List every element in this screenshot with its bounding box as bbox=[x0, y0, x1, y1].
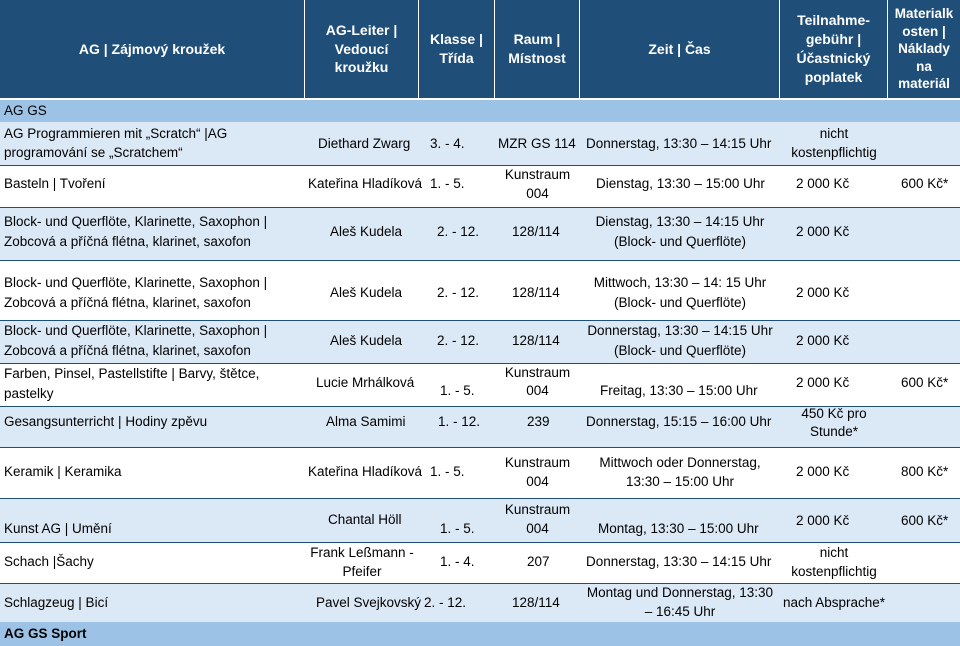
leiter: Aleš Kudela bbox=[330, 285, 403, 300]
zeit: Montag, 13:30 – 15:00 Uhr bbox=[598, 521, 759, 536]
table-row bbox=[0, 407, 960, 447]
raum: 128/114 bbox=[512, 285, 560, 300]
zeit: Freitag, 13:30 – 15:00 Uhr bbox=[600, 383, 758, 398]
material-cost: 800 Kč* bbox=[901, 464, 949, 479]
fee: kostenpflichtig bbox=[791, 564, 877, 579]
header-teil-label-1: Teilnahme- bbox=[797, 12, 870, 29]
fee: kostenpflichtig bbox=[791, 145, 877, 160]
raum: Kunstraum bbox=[504, 455, 571, 470]
table-row bbox=[0, 584, 960, 622]
klasse: 1. - 12. bbox=[438, 414, 481, 429]
zeit: (Block- und Querflöte) bbox=[613, 295, 747, 310]
fee: nicht bbox=[819, 545, 849, 560]
header-mat-label-1: Materialk bbox=[894, 6, 954, 22]
fee: 2 000 Kč bbox=[796, 375, 850, 390]
header-zeit-label: Zeit | Čas bbox=[648, 40, 711, 57]
header-klasse bbox=[419, 0, 495, 98]
fee: 2 000 Kč bbox=[796, 224, 850, 239]
leiter: Alma Samimi bbox=[326, 414, 406, 429]
table-row bbox=[0, 448, 960, 498]
header-leiter-label-2: Vedoucí kroužku bbox=[334, 40, 389, 76]
table-row bbox=[0, 166, 960, 207]
ag-name: Kunst AG | Umění bbox=[4, 521, 112, 536]
header-ag-label: AG | Zájmový kroužek bbox=[78, 40, 226, 57]
zeit: Donnerstag, 13:30 – 14:15 Uhr bbox=[586, 136, 772, 151]
header-teil-label-3: Účastnický bbox=[796, 50, 871, 66]
header-teil-label-4: poplatek bbox=[804, 68, 863, 85]
ag-name: Schach |Šachy bbox=[4, 554, 94, 569]
header-raum bbox=[495, 0, 580, 98]
zeit: Mittwoch, 13:30 – 14: 15 Uhr bbox=[593, 275, 767, 290]
header-raum-label-2: Místnost bbox=[508, 50, 566, 66]
klasse: 2. - 12. bbox=[437, 333, 480, 348]
fee: 2 000 Kč bbox=[796, 513, 850, 528]
header-mat-label-3: Náklady bbox=[898, 41, 950, 57]
raum: Kunstraum bbox=[504, 167, 571, 182]
table-row bbox=[0, 208, 960, 260]
ag-name: Block- und Querflöte, Klarinette, Saxophon | bbox=[4, 323, 268, 338]
raum: 128/114 bbox=[512, 224, 560, 239]
raum: MZR GS 114 bbox=[498, 136, 576, 151]
raum: 239 bbox=[527, 414, 550, 429]
leiter: Lucie Mrhálková bbox=[316, 375, 415, 390]
section-row-ag-gs-sport bbox=[0, 622, 960, 646]
header-raum-label-1: Raum | bbox=[513, 31, 561, 48]
fee: 2 000 Kč bbox=[796, 285, 850, 300]
header-leiter-label-1: AG-Leiter | bbox=[325, 21, 398, 38]
section-label-ag-gs-sport: AG GS Sport bbox=[4, 626, 87, 641]
raum: 004 bbox=[526, 186, 549, 201]
header-material bbox=[888, 0, 960, 98]
klasse: 1. - 5. bbox=[430, 464, 465, 479]
raum: Kunstraum bbox=[504, 365, 571, 380]
ag-name: AG Programmieren mit „Scratch“ |AG bbox=[4, 126, 228, 141]
fee: 2 000 Kč bbox=[796, 333, 850, 348]
leiter: Aleš Kudela bbox=[330, 224, 403, 239]
leiter: Chantal Höll bbox=[328, 512, 402, 527]
zeit: – 16:45 Uhr bbox=[644, 604, 716, 619]
leiter: Aleš Kudela bbox=[330, 333, 403, 348]
leiter: Kateřina Hladíková bbox=[308, 464, 423, 479]
ag-name: Keramik | Keramika bbox=[4, 464, 122, 479]
klasse: 3. - 4. bbox=[430, 136, 465, 151]
ag-name: Block- und Querflöte, Klarinette, Saxophon | bbox=[4, 275, 268, 290]
raum: 004 bbox=[526, 383, 549, 398]
klasse: 2. - 12. bbox=[437, 285, 480, 300]
ag-name: Zobcová a příčná flétna, klarinet, saxofon bbox=[4, 343, 251, 358]
zeit: Mittwoch oder Donnerstag, bbox=[599, 455, 761, 470]
klasse: 1. - 5. bbox=[440, 521, 475, 536]
header-mat-label-2: osten | bbox=[902, 23, 946, 39]
klasse: 1. - 5. bbox=[440, 383, 475, 398]
zeit: (Block- und Querflöte) bbox=[613, 343, 747, 358]
zeit: Dienstag, 13:30 – 15:00 Uhr bbox=[596, 176, 765, 191]
fee: nicht bbox=[819, 126, 849, 141]
raum: 207 bbox=[527, 554, 550, 569]
header-klasse-label-1: Klasse | bbox=[430, 31, 483, 48]
leiter: Pavel Svejkovský bbox=[316, 595, 422, 610]
raum: 004 bbox=[526, 521, 549, 536]
material-cost: 600 Kč* bbox=[901, 513, 949, 528]
zeit: (Block- und Querflöte) bbox=[613, 234, 747, 249]
fee: nach Absprache* bbox=[782, 595, 886, 610]
zeit: Donnerstag, 13:30 – 14:15 Uhr bbox=[586, 554, 772, 569]
ag-name: Schlagzeug | Bicí bbox=[4, 595, 109, 610]
material-cost: 600 Kč* bbox=[901, 176, 949, 191]
table-row bbox=[0, 543, 960, 583]
table-row bbox=[0, 321, 960, 363]
ag-name: Block- und Querflöte, Klarinette, Saxophon | bbox=[4, 214, 268, 229]
ag-name: Basteln | Tvoření bbox=[4, 176, 106, 191]
fee: 450 Kč pro bbox=[801, 406, 867, 421]
klasse: 1. - 5. bbox=[430, 176, 465, 191]
zeit: Donnerstag, 13:30 – 14:15 Uhr bbox=[587, 323, 773, 338]
zeit: Montag und Donnerstag, 13:30 bbox=[586, 585, 774, 600]
klasse: 2. - 12. bbox=[424, 595, 467, 610]
ag-name: Zobcová a příčná flétna, klarinet, saxofon bbox=[4, 234, 251, 249]
fee: 2 000 Kč bbox=[796, 176, 850, 191]
section-label-ag-gs: AG GS bbox=[4, 103, 47, 118]
header-ag bbox=[0, 0, 305, 98]
header-leiter bbox=[305, 0, 419, 98]
header-mat-label-5: materiál bbox=[898, 76, 950, 92]
header-teil-label-2: gebühr | bbox=[805, 31, 862, 48]
ag-name: Farben, Pinsel, Pastellstifte | Barvy, štětce, bbox=[4, 366, 260, 381]
header-klasse-label-2: Třída bbox=[439, 50, 474, 66]
raum: 128/114 bbox=[512, 595, 560, 610]
header-mat-label-4: na bbox=[916, 58, 932, 74]
material-cost: 600 Kč* bbox=[901, 375, 949, 390]
section-row-ag-gs bbox=[0, 100, 960, 122]
zeit: Dienstag, 13:30 – 14:15 Uhr bbox=[595, 214, 765, 229]
zeit: 13:30 – 15:00 Uhr bbox=[625, 474, 735, 489]
ag-name: Zobcová a příčná flétna, klarinet, saxofon bbox=[4, 295, 251, 310]
leiter: Pfeifer bbox=[342, 564, 382, 579]
leiter: Frank Leßmann - bbox=[310, 545, 414, 560]
klasse: 2. - 12. bbox=[437, 224, 480, 239]
table-row bbox=[0, 261, 960, 320]
leiter: Diethard Zwarg bbox=[318, 136, 411, 151]
raum: Kunstraum bbox=[504, 502, 571, 517]
fee: 2 000 Kč bbox=[796, 464, 850, 479]
fee: Stunde* bbox=[809, 424, 859, 439]
raum: 128/114 bbox=[512, 333, 560, 348]
table-row bbox=[0, 122, 960, 165]
raum: 004 bbox=[526, 474, 549, 489]
leiter: Kateřina Hladíková bbox=[308, 176, 423, 191]
zeit: Donnerstag, 15:15 – 16:00 Uhr bbox=[586, 414, 772, 429]
klasse: 1. - 4. bbox=[440, 554, 475, 569]
ag-name: Gesangsunterricht | Hodiny zpěvu bbox=[4, 414, 208, 429]
header-teilnahme bbox=[780, 0, 888, 98]
table-row bbox=[0, 364, 960, 406]
ag-name: pastelky bbox=[4, 386, 54, 401]
table-row bbox=[0, 499, 960, 542]
header-zeit bbox=[580, 0, 780, 98]
table-header bbox=[0, 0, 960, 100]
ag-name: programování se „Scratchem“ bbox=[4, 145, 183, 160]
